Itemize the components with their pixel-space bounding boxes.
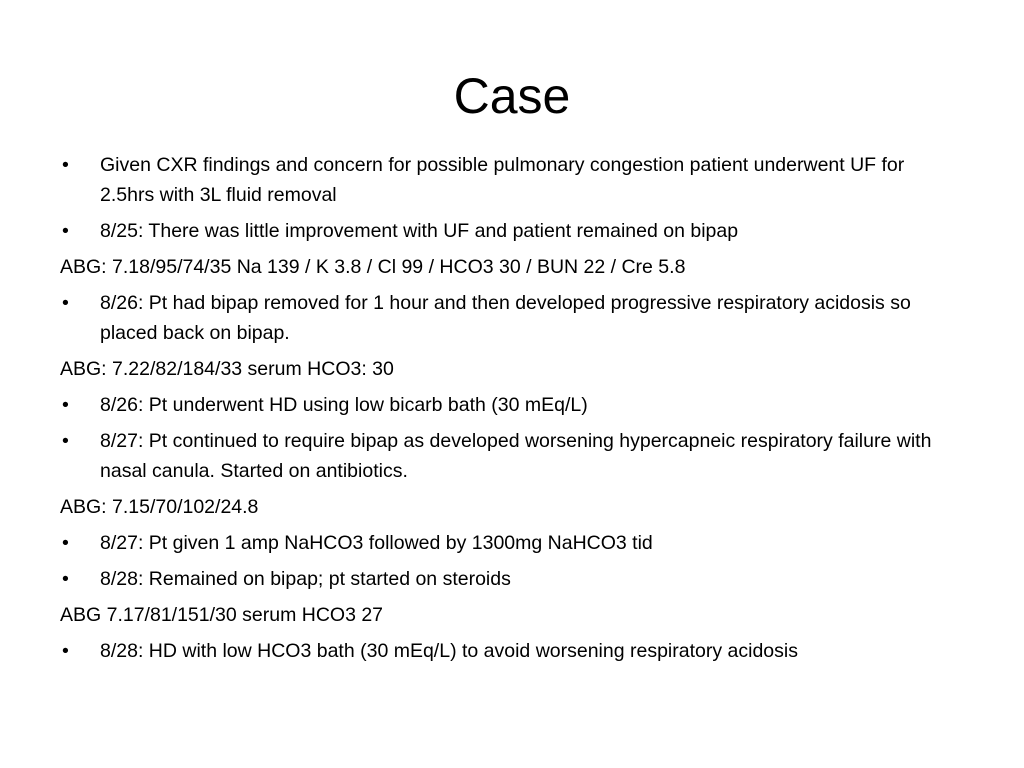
bullet-text: 8/26: Pt underwent HD using low bicarb bath (30 mEq/L) (100, 394, 588, 416)
bullet-item (60, 390, 960, 420)
bullet-item (60, 150, 960, 210)
bullet-text: 8/26: Pt had bipap removed for 1 hour and then developed progressive respiratory acidosis so placed back on bipap. (100, 292, 911, 344)
bullet-text: 8/27: Pt continued to require bipap as developed worsening hypercapneic respiratory failure with nasal canula. Started on antibiotics. (100, 430, 932, 482)
slide-body (60, 150, 960, 672)
slide-title: Case (453, 68, 571, 124)
bullet-item (60, 528, 960, 558)
bullet-icon: • (62, 430, 69, 452)
bullet-icon: • (62, 220, 69, 242)
bullet-item (60, 636, 960, 666)
bullet-item (60, 564, 960, 594)
bullet-text: Given CXR findings and concern for possible pulmonary congestion patient underwent UF for 2.5hrs with 3L fluid removal (100, 154, 905, 206)
bullet-icon: • (62, 154, 69, 176)
bullet-icon: • (62, 292, 69, 314)
bullet-text: 8/28: HD with low HCO3 bath (30 mEq/L) to avoid worsening respiratory acidosis (100, 640, 798, 662)
bullet-item (60, 426, 960, 486)
abg-line: ABG: 7.18/95/74/35 Na 139 / K 3.8 / Cl 99 / HCO3 30 / BUN 22 / Cre 5.8 (60, 256, 686, 278)
bullet-text: 8/25: There was little improvement with UF and patient remained on bipap (100, 220, 739, 242)
bullet-text: 8/28: Remained on bipap; pt started on steroids (100, 568, 511, 590)
bullet-icon: • (62, 640, 69, 662)
bullet-item (60, 216, 960, 246)
bullet-icon: • (62, 532, 69, 554)
bullet-icon: • (62, 568, 69, 590)
abg-line: ABG 7.17/81/151/30 serum HCO3 27 (60, 604, 384, 626)
abg-line: ABG: 7.15/70/102/24.8 (60, 496, 259, 518)
bullet-icon: • (62, 394, 69, 416)
bullet-text: 8/27: Pt given 1 amp NaHCO3 followed by 1300mg NaHCO3 tid (100, 532, 653, 554)
abg-line: ABG: 7.22/82/184/33 serum HCO3: 30 (60, 358, 394, 380)
bullet-item (60, 288, 960, 348)
